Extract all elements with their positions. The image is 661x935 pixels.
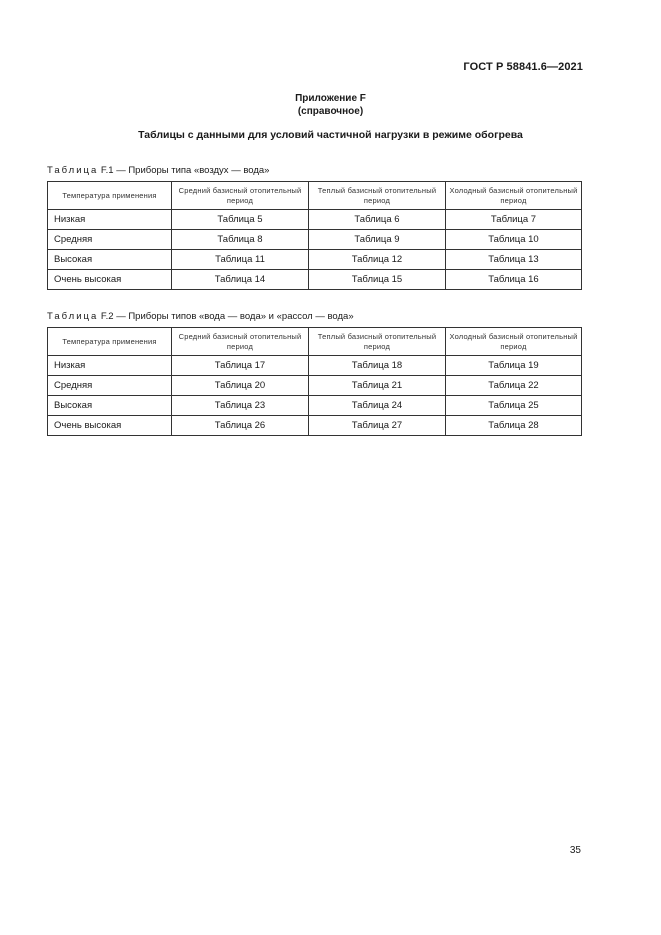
table-caption-f2 (47, 311, 354, 322)
table-cell: Таблица 23 (172, 396, 309, 416)
table-row (48, 396, 582, 416)
table-header-row (48, 182, 582, 210)
table-row (48, 376, 582, 396)
header-warm-period: Теплый базисный отопительный период (309, 182, 446, 210)
header-application-temperature: Температура применения (48, 182, 172, 210)
header-average-period: Средний базисный отопительный период (172, 182, 309, 210)
row-label: Высокая (48, 250, 172, 270)
table-cell: Таблица 11 (172, 250, 309, 270)
table-cell: Таблица 13 (446, 250, 582, 270)
table-row (48, 210, 582, 230)
annex-heading (0, 92, 661, 118)
table-cell: Таблица 19 (446, 356, 582, 376)
table-cell: Таблица 27 (309, 416, 446, 436)
table-cell: Таблица 21 (309, 376, 446, 396)
row-label: Высокая (48, 396, 172, 416)
table-cell: Таблица 9 (309, 230, 446, 250)
table-caption-text: F.1 — Приборы типа «воздух — вода» (100, 165, 270, 176)
row-label: Очень высокая (48, 270, 172, 290)
table-cell: Таблица 7 (446, 210, 582, 230)
table-cell: Таблица 24 (309, 396, 446, 416)
table-cell: Таблица 15 (309, 270, 446, 290)
header-cold-period: Холодный базисный отопительный период (446, 328, 582, 356)
table-cell: Таблица 25 (446, 396, 582, 416)
table-cell: Таблица 22 (446, 376, 582, 396)
table-caption-prefix: Таблица (47, 165, 99, 176)
table-cell: Таблица 5 (172, 210, 309, 230)
table-row (48, 250, 582, 270)
table-cell: Таблица 18 (309, 356, 446, 376)
table-cell: Таблица 20 (172, 376, 309, 396)
header-cold-period: Холодный базисный отопительный период (446, 182, 582, 210)
table-row (48, 416, 582, 436)
table-caption-f1 (47, 165, 269, 176)
table-cell: Таблица 26 (172, 416, 309, 436)
page-number: 35 (569, 845, 581, 856)
table-cell: Таблица 28 (446, 416, 582, 436)
header-warm-period: Теплый базисный отопительный период (309, 328, 446, 356)
table-header-row (48, 328, 582, 356)
table-f1 (47, 181, 582, 290)
table-row (48, 230, 582, 250)
table-caption-prefix: Таблица (47, 311, 99, 322)
row-label: Очень высокая (48, 416, 172, 436)
table-cell: Таблица 6 (309, 210, 446, 230)
row-label: Средняя (48, 376, 172, 396)
row-label: Средняя (48, 230, 172, 250)
table-cell: Таблица 12 (309, 250, 446, 270)
header-application-temperature: Температура применения (48, 328, 172, 356)
document-code: ГОСТ Р 58841.6—2021 (463, 61, 583, 73)
table-cell: Таблица 14 (172, 270, 309, 290)
table-f2 (47, 327, 582, 436)
header-average-period: Средний базисный отопительный период (172, 328, 309, 356)
table-cell: Таблица 17 (172, 356, 309, 376)
table-cell: Таблица 16 (446, 270, 582, 290)
table-cell: Таблица 10 (446, 230, 582, 250)
annex-subtitle: (справочное) (297, 106, 364, 117)
page-title: Таблицы с данными для условий частичной нагрузки в режиме обогрева (138, 129, 523, 141)
table-row (48, 356, 582, 376)
row-label: Низкая (48, 210, 172, 230)
table-row (48, 270, 582, 290)
table-caption-text: F.2 — Приборы типов «вода — вода» и «рассол — вода» (100, 311, 354, 322)
annex-title: Приложение F (295, 93, 366, 104)
table-cell: Таблица 8 (172, 230, 309, 250)
row-label: Низкая (48, 356, 172, 376)
